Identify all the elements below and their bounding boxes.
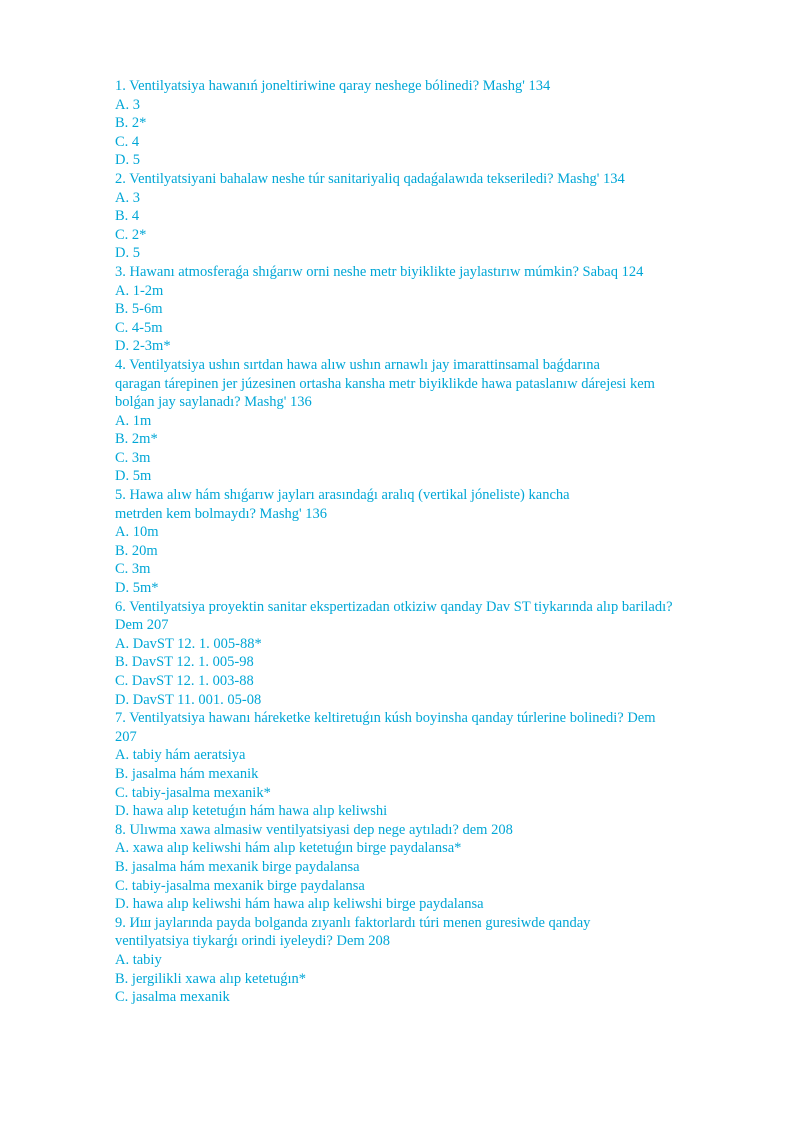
answer-option: C. jasalma mexanik (115, 989, 230, 1006)
answer-option: A. 1m (115, 412, 152, 429)
question-block (115, 709, 755, 821)
question-text: 3. Hawanı atmosferaǵa shıǵarıw orni neshe metr biyiklikte jaylastırıw múmkin? Sabaq 124 (115, 263, 644, 280)
answer-option: A. 10m (115, 524, 159, 541)
answer-option: D. 5m (115, 468, 152, 485)
answer-option: A. tabiy (115, 951, 162, 968)
question-text: 8. Ulıwma xawa almasiw ventilyatsiyasi dep nege aytıladı? dem 208 (115, 821, 513, 838)
question-text: 207 (115, 728, 137, 745)
question-block (115, 821, 755, 914)
answer-option: A. tabiy hám aeratsiya (115, 747, 246, 764)
question-block (115, 263, 755, 356)
answer-option: B. 2* (115, 115, 147, 132)
question-text: 2. Ventilyatsiyani bahalaw neshe túr sanitariyaliq qadaǵalawıda tekseriledi? Mashg' 134 (115, 170, 625, 187)
answer-option: C. tabiy-jasalma mexanik birge paydalansa (115, 877, 365, 894)
answer-option: A. DavST 12. 1. 005-88* (115, 635, 262, 652)
question-text: qaragan tárepinen jer júzesinen ortasha kansha metr biyiklikde hawa pataslanıw dárejesi kem (115, 375, 655, 392)
question-block (115, 914, 755, 1007)
question-block (115, 356, 755, 486)
question-text: 5. Hawa alıw hám shıǵarıw jayları arasındaǵı aralıq (vertikal jóneliste) kancha (115, 487, 570, 504)
answer-option: B. jasalma hám mexanik birge paydalansa (115, 858, 360, 875)
document-page (115, 77, 755, 1007)
answer-option: B. 2m* (115, 431, 158, 448)
answer-option: D. DavST 11. 001. 05-08 (115, 691, 262, 708)
answer-option: D. 2-3m* (115, 338, 171, 355)
question-text: ventilyatsiya tiykarǵı orindi iyeleydi? Dem 208 (115, 933, 391, 950)
answer-option: A. 3 (115, 96, 140, 113)
question-text: 9. Иш jaylarında payda bolganda zıyanlı faktorlardı túri menen guresiwde qanday (115, 914, 591, 931)
answer-option: A. 3 (115, 189, 140, 206)
answer-option: B. jergilikli xawa alıp ketetuǵın* (115, 970, 307, 987)
question-text: metrden kem bolmaydı? Mashg' 136 (115, 505, 328, 522)
answer-option: C. 3m (115, 449, 151, 466)
question-text: 6. Ventilyatsiya proyektin sanitar ekspertizadan otkiziw qanday Dav ST tiykarında alıp bariladı? (115, 598, 673, 615)
answer-option: B. 4 (115, 208, 140, 225)
question-block (115, 598, 755, 710)
question-block (115, 77, 755, 170)
answer-option: A. 1-2m (115, 282, 164, 299)
answer-option: A. xawa alıp keliwshi hám alıp ketetuǵın birge paydalansa* (115, 840, 462, 857)
answer-option: C. 2* (115, 226, 147, 243)
question-text: 7. Ventilyatsiya hawanı háreketke keltiretuǵın kúsh boyinsha qanday túrlerine bolinedi? Dem (115, 710, 656, 727)
question-text: Dem 207 (115, 617, 169, 634)
answer-option: B. 20m (115, 542, 158, 559)
answer-option: D. hawa alıp keliwshi hám hawa alıp keliwshi birge paydalansa (115, 896, 484, 913)
question-text: 1. Ventilyatsiya hawanıń joneltiriwine qaray neshege bólinedi? Mashg' 134 (115, 78, 551, 94)
question-block (115, 170, 755, 263)
answer-option: C. tabiy-jasalma mexanik* (115, 784, 271, 801)
answer-option: B. DavST 12. 1. 005-98 (115, 654, 254, 671)
answer-option: D. 5 (115, 245, 140, 262)
question-text: bolǵan jay saylanadı? Mashg' 136 (115, 394, 312, 411)
answer-option: C. DavST 12. 1. 003-88 (115, 673, 254, 689)
answer-option: B. 5-6m (115, 301, 163, 318)
answer-option: C. 4-5m (115, 319, 163, 336)
answer-option: B. jasalma hám mexanik (115, 765, 259, 782)
answer-option: D. hawa alıp ketetuǵın hám hawa alıp keliwshi (115, 803, 388, 820)
question-block (115, 486, 755, 598)
answer-option: D. 5 (115, 152, 140, 169)
answer-option: C. 4 (115, 133, 140, 150)
question-text: 4. Ventilyatsiya ushın sırtdan hawa alıw ushın arnawlı jay imarattinsamal baǵdarına (115, 356, 600, 373)
answer-option: C. 3m (115, 561, 151, 578)
answer-option: D. 5m* (115, 580, 159, 597)
